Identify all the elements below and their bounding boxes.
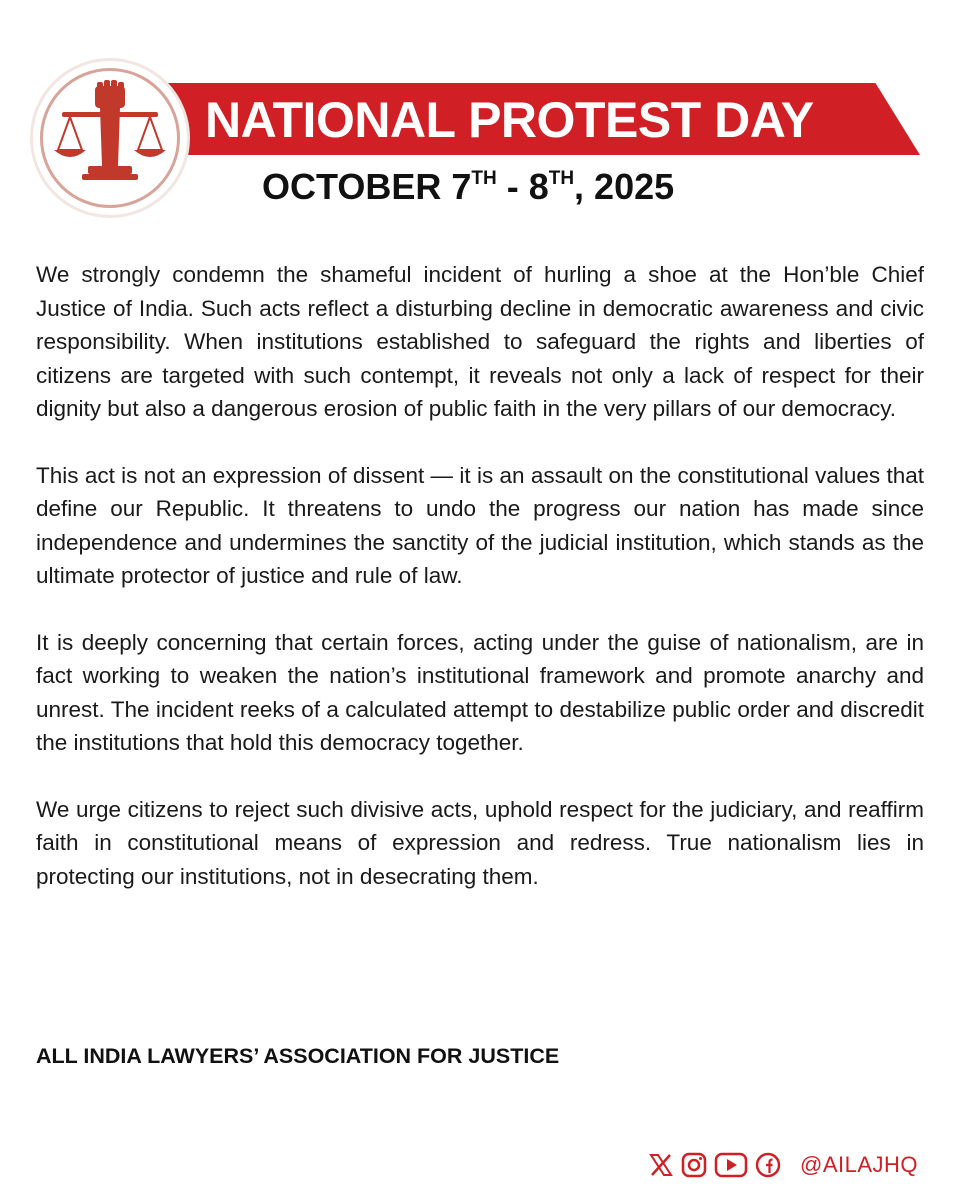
statement-paragraph: We strongly condemn the shameful incident of hurling a shoe at the Hon’ble Chief Justice of India. Such acts reflect a disturbing decline in democratic awareness and civic responsibility. When institutions established to safeguard the rights and liberties of citizens are targeted with such contempt, it reveals not only a lack of respect for their dignity but also a dangerous erosion of public faith in the very pillars of our democracy.: [36, 262, 924, 421]
social-handle[interactable]: @AILAJHQ: [800, 1152, 919, 1177]
event-date: [262, 165, 702, 209]
date-ordinal-1: TH: [471, 168, 497, 189]
signature: ALL INDIA LAWYERS’ ASSOCIATION FOR JUSTICE: [36, 1044, 560, 1068]
scales-fist-logo-icon: [40, 68, 180, 208]
statement-paragraph: We urge citizens to reject such divisive acts, uphold respect for the judiciary, and reaffirm faith in constitutional means of expression and redress. True nationalism lies in protecting our institutions, not in desecrating them.: [36, 796, 924, 889]
statement-paragraph: This act is not an expression of dissent — it is an assault on the constitutional values that define our Republic. It threatens to undo the progress our nation has made since independence and undermines the sanctity of the judicial institution, which stands as the ultimate protector of justice and rule of law.: [36, 462, 924, 588]
statement-body: [36, 258, 924, 926]
page-title: NATIONAL PROTEST DAY: [205, 92, 814, 148]
instagram-icon[interactable]: [680, 1151, 708, 1179]
facebook-icon[interactable]: [754, 1151, 782, 1179]
date-ordinal-2: TH: [548, 168, 575, 189]
youtube-icon[interactable]: [714, 1151, 748, 1179]
x-icon[interactable]: [648, 1152, 674, 1178]
social-links: [648, 1148, 918, 1182]
date-month: OCTOBER 7: [262, 166, 472, 207]
date-year: , 2025: [574, 166, 675, 207]
statement-paragraph: It is deeply concerning that certain forces, acting under the guise of nationalism, are in fact working to weaken the nation’s institutional framework and promote anarchy and unrest. The incident reeks of a calculated attempt to destabilize public order and discredit the institutions that hold this democracy together.: [36, 629, 924, 755]
date-separator: - 8: [496, 166, 549, 207]
